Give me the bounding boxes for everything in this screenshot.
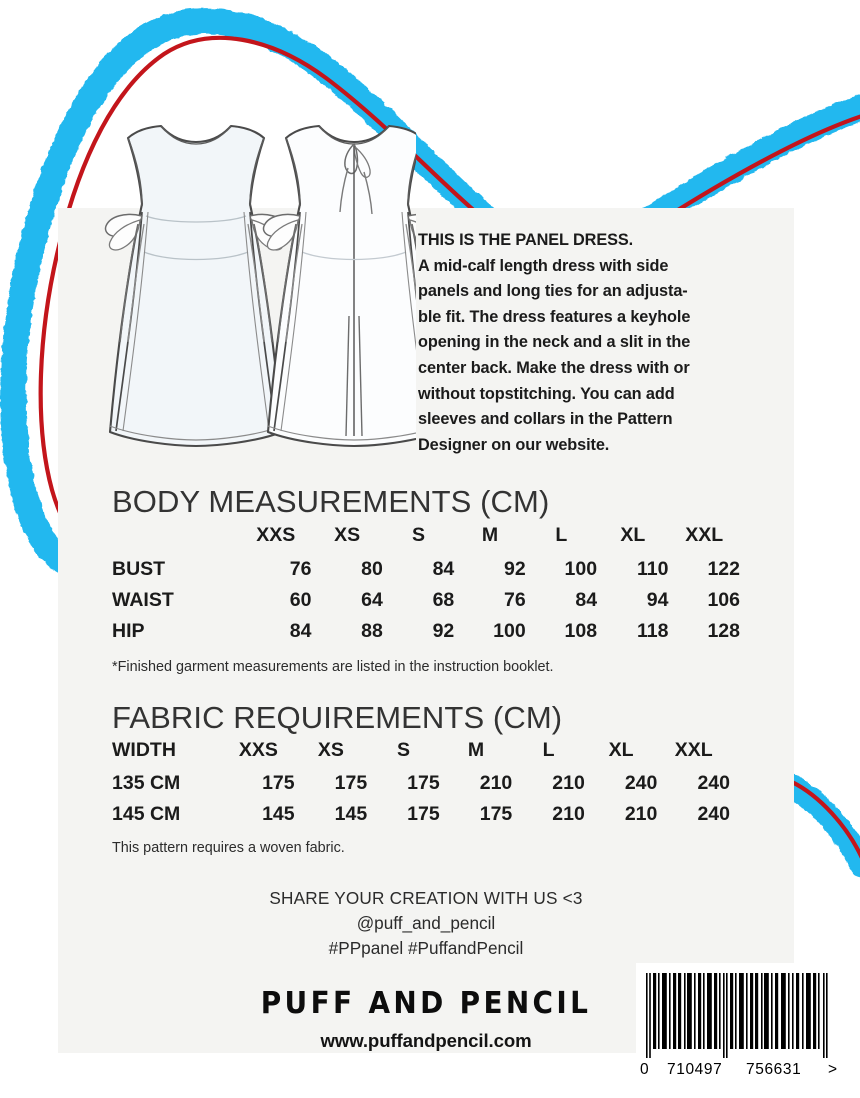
table-row [112, 768, 730, 799]
waist-xs: 64 [361, 589, 383, 611]
share-prompt: SHARE YOUR CREATION WITH US <3 [269, 888, 583, 908]
description-line: center back. Make the dress with or [418, 358, 690, 377]
hip-l: 108 [564, 620, 598, 642]
hip-s: 92 [432, 620, 455, 642]
description-line: without topstitching. You can add [418, 384, 675, 403]
body-measurements-footnote: *Finished garment measurements are listed in the instruction booklet. [112, 659, 554, 675]
hip-xxl: 128 [707, 620, 740, 642]
hip-m: 100 [493, 620, 526, 642]
barcode-digits [636, 1059, 848, 1083]
size-header-xl: XL [620, 524, 646, 546]
barcode-bars [646, 973, 838, 1058]
barcode-bar-group [646, 973, 828, 1058]
waist-m: 76 [503, 589, 526, 611]
size-header-s: S [412, 524, 426, 546]
description-line: A mid-calf length dress with side [418, 256, 669, 275]
body-measurements-title: BODY MEASUREMENTS (CM) [112, 484, 550, 519]
description-line: sleeves and collars in the Pattern [418, 410, 673, 429]
barcode-block [636, 963, 848, 1087]
table-header-row [112, 524, 740, 554]
description-line: Designer on our website. [418, 435, 610, 454]
fabric-requirements-footnote: This pattern requires a woven fabric. [112, 840, 345, 856]
fabric145-s: 175 [407, 803, 440, 825]
row-label-135cm: 135 CM [112, 772, 181, 794]
hip-xs: 88 [361, 620, 383, 642]
description-heading: THIS IS THE PANEL DRESS. [418, 231, 634, 249]
fabric-size-header-xl: XL [608, 739, 634, 761]
bust-xl: 110 [637, 558, 669, 580]
size-header-xxs: XXS [256, 524, 296, 546]
table-row [112, 554, 740, 585]
description-line: opening in the neck and a slit in the [418, 333, 691, 352]
fabric-size-header-s: S [396, 739, 410, 761]
table-header-row [112, 739, 730, 768]
fabric135-xxl: 240 [697, 772, 730, 794]
body-measurements-section [112, 484, 740, 675]
table-row [112, 616, 740, 647]
size-header-m: M [481, 524, 499, 546]
bust-xxl: 122 [707, 558, 740, 580]
barcode-left-group: 710497 [667, 1061, 723, 1078]
bust-xs: 80 [361, 558, 383, 580]
fabric-requirements-title: FABRIC REQUIREMENTS (CM) [112, 700, 563, 735]
fabric145-xxl: 240 [697, 803, 730, 825]
fabric-requirements-table [112, 739, 730, 830]
fabric135-s: 175 [407, 772, 440, 794]
dress-back-view [264, 126, 416, 446]
width-column-header: WIDTH [112, 739, 176, 761]
fabric135-xxs: 175 [262, 772, 295, 794]
fabric-size-header-xxs: XXS [238, 739, 278, 761]
size-header-l: L [555, 524, 568, 546]
fabric-requirements-section [112, 700, 730, 856]
row-label-waist: WAIST [112, 589, 174, 611]
size-header-xxl: XXL [685, 524, 724, 546]
garment-technical-drawings [86, 120, 416, 470]
brush-stroke-corner [790, 786, 860, 866]
fabric145-xxs: 145 [262, 803, 295, 825]
barcode-right-group: 756631 [746, 1061, 802, 1078]
hip-xl: 118 [637, 620, 669, 642]
brush-stroke-corner-accent [792, 782, 860, 858]
fabric-size-header-l: L [542, 739, 555, 761]
product-description [418, 228, 766, 458]
hip-xxs: 84 [289, 620, 312, 642]
table-row [112, 799, 730, 830]
waist-l: 84 [575, 589, 598, 611]
waist-s: 68 [432, 589, 455, 611]
fabric-size-header-m: M [467, 739, 485, 761]
dress-front-view [106, 126, 287, 446]
social-handle: @puff_and_pencil [356, 913, 496, 933]
description-line: panels and long ties for an adjusta- [418, 282, 688, 301]
fabric-size-header-xs: XS [317, 739, 344, 761]
fabric135-l: 210 [552, 772, 585, 794]
body-measurements-table [112, 524, 740, 647]
row-label-hip: HIP [112, 620, 145, 642]
social-hashtags: #PPpanel #PuffandPencil [328, 938, 524, 958]
size-header-xs: XS [334, 524, 361, 546]
waist-xl: 94 [646, 589, 669, 611]
fabric145-xl: 210 [624, 803, 658, 825]
table-row [112, 585, 740, 616]
bust-xxs: 76 [289, 558, 312, 580]
brand-website-url: www.puffandpencil.com [320, 1030, 532, 1051]
waist-xxl: 106 [707, 589, 740, 611]
waist-xxs: 60 [289, 589, 312, 611]
row-label-145cm: 145 CM [112, 803, 181, 825]
barcode-trailing-mark: > [828, 1061, 838, 1078]
fabric145-l: 210 [552, 803, 585, 825]
fabric135-xs: 175 [334, 772, 368, 794]
brand-wordmark: PUFF AND PENCIL [260, 986, 592, 1021]
bust-s: 84 [432, 558, 455, 580]
bust-m: 92 [503, 558, 526, 580]
fabric145-xs: 145 [334, 803, 368, 825]
fabric-size-header-xxl: XXL [674, 739, 713, 761]
fabric135-xl: 240 [624, 772, 658, 794]
row-label-bust: BUST [112, 558, 166, 580]
fabric135-m: 210 [479, 772, 513, 794]
barcode-lead-digit: 0 [640, 1061, 650, 1078]
fabric145-m: 175 [479, 803, 513, 825]
table-corner-label [112, 524, 240, 554]
description-line: ble fit. The dress features a keyhole [418, 307, 691, 326]
bust-l: 100 [564, 558, 598, 580]
